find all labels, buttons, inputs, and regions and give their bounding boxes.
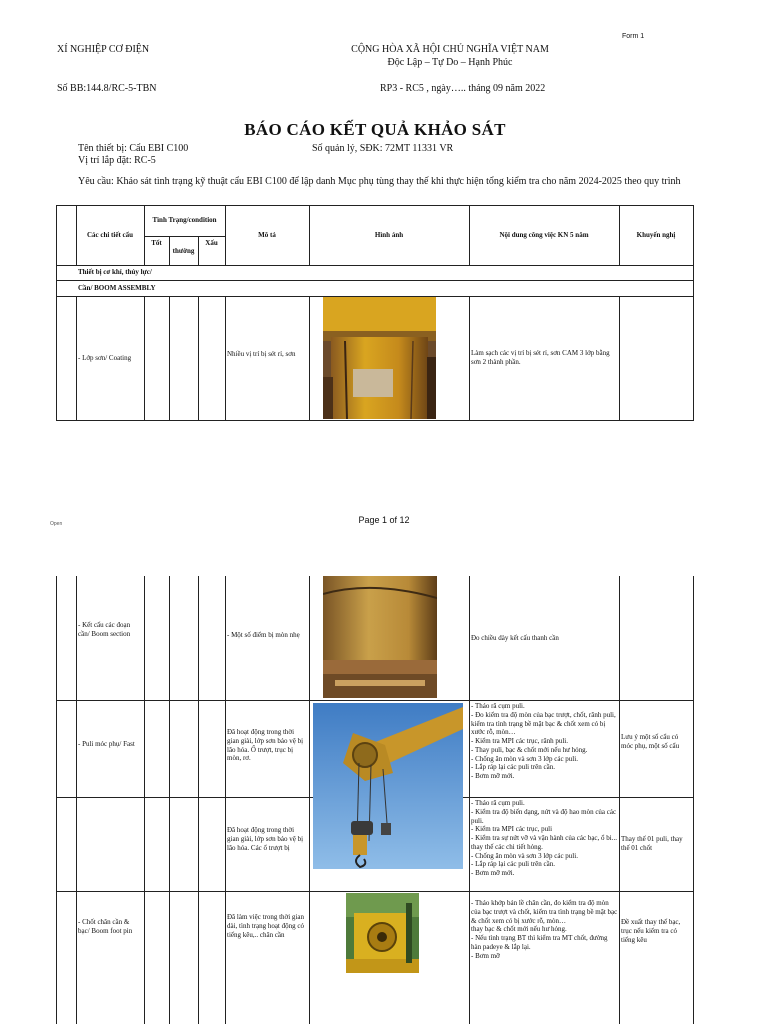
row-boom-foot-pin-detail: - Chốt chân cần & bạc/ Boom foot pin	[78, 918, 133, 935]
header-recommend: Khuyến nghị	[636, 230, 676, 239]
row-sheave-work	[471, 799, 618, 878]
device-name: Tên thiết bị: Cẩu EBI C100	[78, 143, 189, 154]
row-coating-description: Nhiều vị trí bị sét rỉ, sơn	[227, 349, 296, 358]
photo-boom-section	[323, 576, 437, 698]
work-step: - Bơm mỡ	[471, 951, 500, 960]
document-number: Số BB:144.8/RC-5-TBN	[57, 83, 157, 94]
work-step: - Tháo rã cụm puli.	[471, 799, 525, 807]
place-date: RP3 - RC5 , ngày….. tháng 09 năm 2022	[380, 83, 546, 94]
motto: Độc Lập – Tự Do – Hạnh Phúc	[387, 57, 513, 68]
header-work: Nội dung công việc KN 5 năm	[499, 230, 589, 239]
install-location: Vị trí lắp đặt: RC-5	[78, 155, 156, 166]
organization-name: XÍ NGHIỆP CƠ ĐIỆN	[57, 44, 150, 55]
row-boom-section-work: Đo chiều dày kết cấu thanh cần	[471, 633, 559, 642]
work-step: - Lắp ráp lại các puli trên cần.	[471, 763, 555, 772]
work-step: - Thay puli, bạc & chốt mới nếu hư hỏng.	[471, 745, 588, 754]
management-number: Số quản lý, SĐK: 72MT 11331 VR	[312, 143, 454, 154]
row-fast-sheave-description: Đã hoạt động trong thời gian giài, lớp sơn bảo vệ bị lão hóa. Ổ trượt, trục bị mòn, rơ.	[227, 728, 304, 763]
republic-title: CỘNG HÒA XÃ HỘI CHỦ NGHĨA VIỆT NAM	[351, 44, 549, 55]
page-number: Page 1 of 12	[358, 515, 410, 525]
header-good: Tốt	[151, 239, 162, 248]
form-label: Form 1	[622, 33, 645, 40]
row-sheave-description: Đã hoạt động trong thời gian giài, lớp sơn bảo vệ bị lão hóa. Các ổ trượt bị	[227, 826, 304, 852]
row-fast-sheave-work	[471, 702, 618, 781]
photo-coating	[323, 297, 436, 419]
header-condition: Tình Trạng/condition	[152, 216, 217, 225]
row-sheave-recommend: Thay thế 01 puli, thay thế 01 chốt	[621, 835, 683, 852]
classification-label: Open	[50, 521, 63, 527]
work-step: thay bạc & chốt mới nếu hư hỏng.	[471, 925, 567, 934]
header-normal: thường	[172, 247, 195, 256]
work-step: - Đo kiểm tra độ mòn của bạc trượt, chốt, rãnh puli, kiểm tra tình trạng bề mặt bạc & chốt xem có bị xước rỗ, mòn…	[471, 710, 616, 737]
header-bad: Xấu	[205, 239, 218, 248]
work-step: - Tháo khớp bản lề chân cần, đo kiểm tra độ mòn của bạc trượt và chốt, kiểm tra tình trạng bề mặt bạc & chốt xem có bị xước rỗ, mòn…	[471, 899, 618, 925]
header-image: Hình ảnh	[374, 230, 404, 239]
row-coating-detail: - Lớp sơn/ Coating	[78, 353, 132, 362]
row-boom-section-description: - Một số điểm bị mòn nhẹ	[227, 630, 300, 639]
work-step: - Kiểm tra MPI các trục, puli	[471, 825, 553, 834]
photo-boom-foot-pin	[346, 893, 419, 973]
section-mechanical: Thiết bị cơ khí, thủy lực/	[78, 268, 152, 277]
request-text: Yêu cầu: Khảo sát tình trạng kỹ thuật cẩu EBI C100 để lập danh Mục phụ tùng thay thế khi thực hiện tổng kiểm tra cho năm 2024-2025 theo quy trình	[78, 176, 681, 187]
row-coating-work: Làm sạch các vị trí bị sét rỉ, sơn CAM 3 lớp bằng sơn 2 thành phần.	[471, 349, 610, 366]
work-step: - Kiểm tra MPI các trục, rãnh puli.	[471, 737, 568, 745]
row-boom-foot-pin-work	[471, 899, 618, 960]
work-step: - Bơm mỡ mới.	[471, 772, 515, 780]
header-description: Mô tả	[258, 230, 276, 239]
work-step: - Lắp ráp lại các puli trên cần.	[471, 860, 555, 869]
work-step: - Kiểm tra sự nứt vỡ và vận hành của các bạc, ổ bi... thay thế các chi tiết hỏng.	[471, 834, 617, 851]
row-fast-sheave-recommend: Lưu ý một số cẩu có móc phụ, một số cẩu	[621, 733, 680, 750]
work-step: - Kiểm tra độ biến dạng, nứt và độ hao mòn của các puli.	[471, 807, 617, 825]
report-title: BÁO CÁO KẾT QUẢ KHẢO SÁT	[244, 120, 506, 139]
row-fast-sheave-detail: - Puli móc phụ/ Fast	[78, 739, 135, 748]
work-step: - Nếu tình trạng BT thì kiểm tra MT chốt, đường hàn padeye & lắp lại.	[471, 934, 608, 951]
header-detail: Các chi tiết cẩu	[86, 230, 134, 239]
work-step: - Tháo rã cụm puli.	[471, 702, 525, 710]
section-boom-assembly: Cần/ BOOM ASSEMBLY	[78, 283, 156, 292]
row-boom-section-detail: - Kết cấu các đoạn cần/ Boom section	[78, 621, 131, 638]
row-boom-foot-pin-recommend: Đề xuất thay thế bạc, trục nếu kiểm tra có tiếng kêu	[621, 918, 681, 944]
row-boom-foot-pin-description: Đã làm việc trong thời gian dài, tình trạng hoạt động có tiếng kêu,.. chân cần	[227, 913, 304, 939]
work-step: - Bơm mỡ mới.	[471, 869, 515, 877]
work-step: - Chống ăn mòn và sơn 3 lớp các puli.	[471, 851, 578, 860]
work-step: - Chống ăn mòn và sơn 3 lớp các puli.	[471, 754, 578, 763]
photo-boom-head-hook	[313, 703, 463, 869]
